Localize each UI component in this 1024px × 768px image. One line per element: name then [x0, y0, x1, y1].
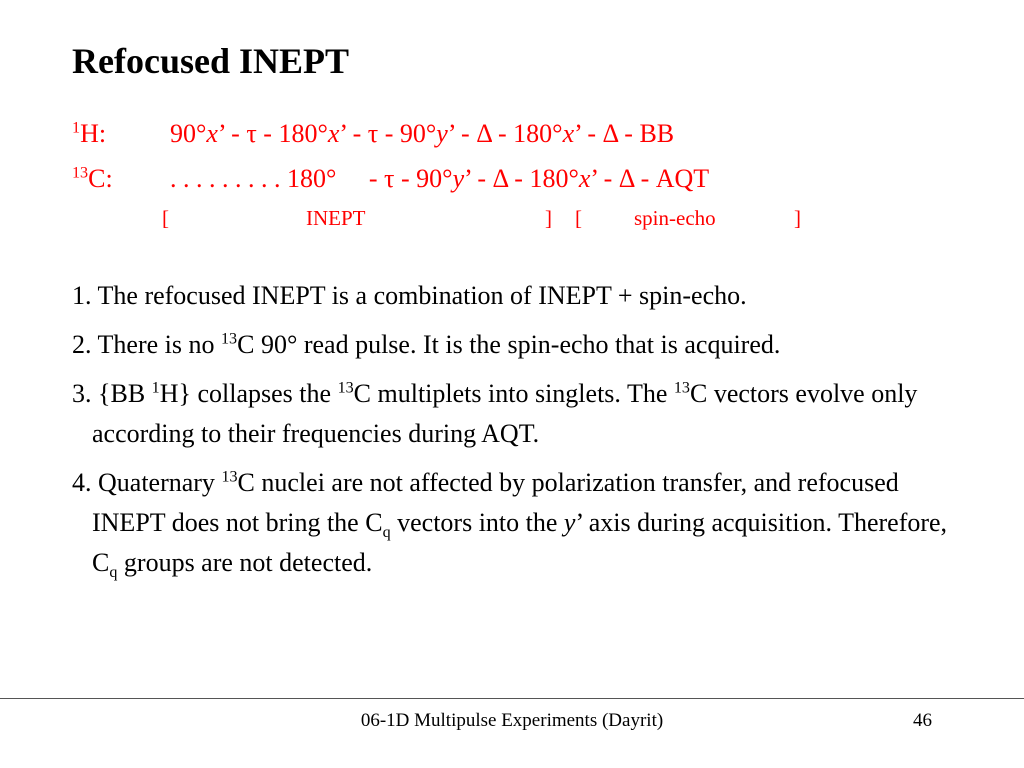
- point-4: 4. Quaternary $^{13}$C nuclei are not affected by polarization transfer, and refocused INEPT does not bring the $C_q$ vectors into the y’ axis during acquisition. Therefore, $C_q$ groups are not detected.: [72, 468, 948, 582]
- proton-label-sup: 1: [72, 119, 81, 137]
- footer-divider: [0, 698, 1024, 699]
- h-seq-var: x: [206, 119, 218, 148]
- h-seq-part: ’ - Δ - 180°: [447, 119, 563, 148]
- spin-echo-bracket-label: spin-echo: [634, 206, 716, 230]
- page-number: 46: [913, 710, 932, 731]
- point-3: 3. {BB $^1$H} collapses the $^{13}$C multiplets into singlets. The $^{13}$C vectors evolve only according to their frequencies during AQT.: [72, 379, 918, 448]
- proton-label: [72, 118, 170, 149]
- inept-bracket-close: ]: [545, 206, 552, 230]
- h-seq-part: ’ - τ - 90°: [339, 119, 437, 148]
- proton-label-text: H:: [80, 119, 107, 148]
- h-seq-var: x: [562, 119, 575, 148]
- carbon-label: [72, 163, 170, 194]
- carbon-label-text: C:: [88, 164, 113, 193]
- h-seq-part: ’ - Δ - BB: [574, 119, 675, 148]
- carbon-label-sup: 13: [72, 164, 89, 182]
- slide-title: Refocused INEPT: [72, 41, 349, 81]
- spin-echo-bracket-open: [: [575, 206, 582, 230]
- inept-bracket-label: INEPT: [306, 206, 366, 230]
- carbon-pulse-sequence: [72, 163, 709, 194]
- spin-echo-bracket-close: ]: [794, 206, 801, 230]
- point-1: 1. The refocused INEPT is a combination of INEPT + spin-echo.: [72, 281, 747, 310]
- h-seq-part: 90°: [170, 119, 207, 148]
- proton-pulse-sequence: [72, 118, 674, 149]
- h-seq-var: x: [327, 119, 340, 148]
- h-seq-var: y: [436, 119, 448, 148]
- bullet-list: [72, 276, 972, 592]
- h-seq-part: ’ - τ - 180°: [217, 119, 328, 148]
- inept-bracket-open: [: [162, 206, 169, 230]
- c-seq-part: . . . . . . . . . 180° - τ - 90°: [170, 164, 453, 193]
- c-seq-part: ’ - Δ - AQT: [590, 164, 710, 193]
- c-seq-var: y: [452, 164, 465, 193]
- c-seq-var: x: [578, 164, 591, 193]
- c-seq-part: ’ - Δ - 180°: [464, 164, 579, 193]
- footer-title: 06-1D Multipulse Experiments (Dayrit): [360, 710, 664, 731]
- point-2: 2. There is no $^{13}$C 90° read pulse. It is the spin-echo that is acquired.: [72, 330, 781, 359]
